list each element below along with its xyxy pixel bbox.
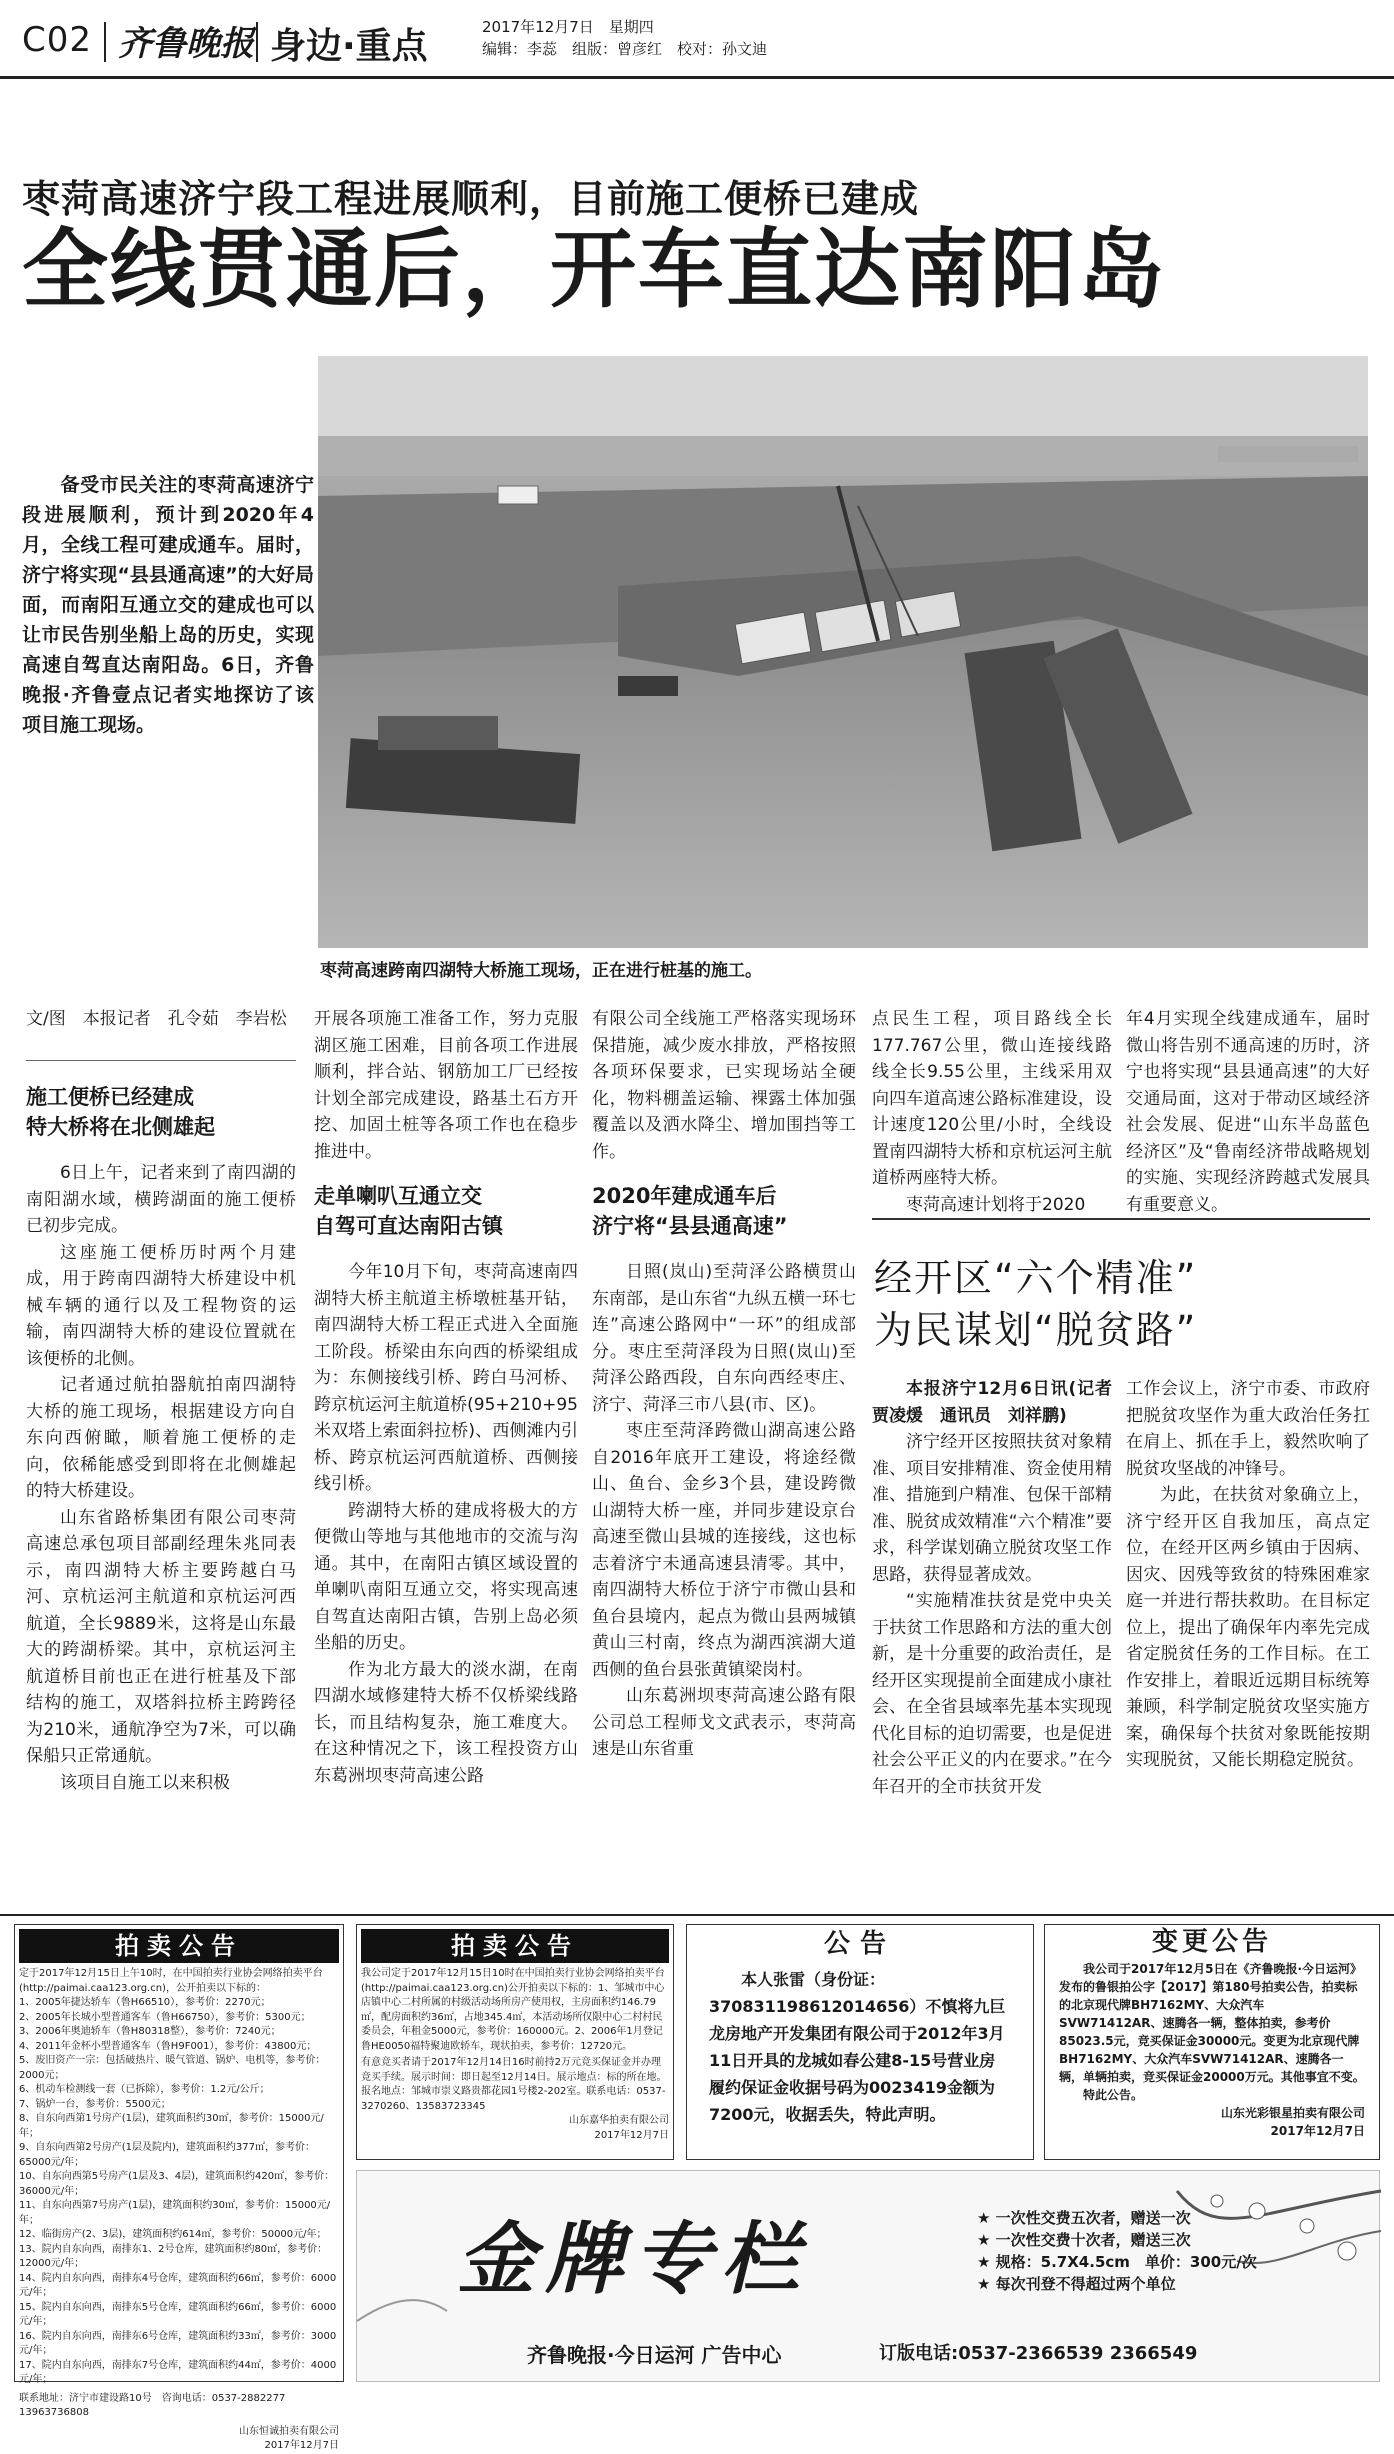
subhead-3: [592, 1181, 856, 1241]
paper-logo: 齐鲁晚报: [118, 24, 254, 64]
lost-receipt-notice: [686, 1924, 1034, 2160]
header-divider: [104, 22, 106, 62]
auction-item: 4、2011年金杯小型普通客车（鲁H9F001），参考价：43800元；: [19, 2040, 317, 2052]
auction-item: 17、院内自东向西，南排东7号仓库，建筑面积约44㎡，参考价：4000元/年；: [19, 2359, 337, 2385]
spacer: [592, 1241, 856, 1259]
second-article-column-1: [872, 1376, 1129, 1800]
auction-notice-2-footer: 有意竞买者请于2017年12月14日16时前持2万元竞买保证金并办理竞买手续。展示时间：即日起至12月14日。展示地点：标的所在地。报名地点：邹城市崇义路贵都花园1号楼2-202室。联系电话：0537-3270260、13583723345: [361, 2057, 667, 2112]
auction-item: 10、自东向西第5号房产(1层及3、4层)，建筑面积约420㎡，参考价：36000元/年；: [19, 2171, 335, 2197]
header-rule: [0, 76, 1394, 79]
auction-item: 16、院内自东向西，南排东6号仓库，建筑面积约33㎡，参考价：3000元/年；: [19, 2330, 337, 2356]
auction-item: 15、院内自东向西，南排东5号仓库，建筑面积约66㎡，参考价：6000元/年；: [19, 2301, 337, 2327]
section-title: 身边·重点: [270, 26, 428, 67]
paragraph: 跨湖特大桥的建成将极大的方便微山等地与其他地市的交流与沟通。其中，在南阳古镇区域设置的单喇叭南阳互通立交，将实现高速自驾直达南阳古镇，告别上岛必须坐船的历史。: [314, 1500, 578, 1653]
change-notice-body: 我公司于2017年12月5日在《齐鲁晚报·今日运河》发布的鲁银拍公字【2017】第180号拍卖公告，拍卖标的北京现代牌BH7162MY、大众汽车SVW71412AR、速腾各一辆，整体拍卖，参考价85023.5元，竞买保证金30000元。变更为北京现代牌BH7162MY、大众汽车SVW71412AR、速腾各一辆，单辆拍卖，竞买保证金20000万元。其他事宜不变。: [1059, 1962, 1365, 2084]
subhead-2-line-2: 自驾可直达南阳古镇: [314, 1214, 503, 1238]
article-column-3: [592, 1006, 856, 1763]
auction-notice-2: [356, 1924, 674, 2160]
paragraph: 有限公司全线施工严格落实现场环保措施，减少废水排放，严格按照各项环保要求，已实现场站全硬化，物料棚盖运输、裸露土体加强覆盖以及洒水降尘、增加围挡等工作。: [592, 1009, 856, 1162]
photo-illustration: [318, 356, 1368, 948]
gold-column-title: 金牌专栏: [457, 2214, 810, 2305]
auction-notice-1-intro: 定于2017年12月15日上午10时，在中国拍卖行业协会网络拍卖平台(http://paimai.caa123.org.cn)，公开拍卖以下标的：: [19, 1968, 323, 1994]
article-column-5: [1126, 1006, 1370, 1218]
paragraph: 6日上午，记者来到了南四湖的南阳湖水域，横跨湖面的施工便桥已初步完成。: [26, 1163, 296, 1236]
second-article-rule: [872, 1218, 1370, 1220]
editor-credits: 编辑：李蕊 组版：曾彦红 校对：孙文迪: [482, 40, 768, 58]
paragraph: 作为北方最大的淡水湖，在南四湖水域修建特大桥不仅桥梁线路长，而且结构复杂，施工难度大。在这种情况之下，该工程投资方山东葛洲坝枣菏高速公路: [314, 1659, 578, 1786]
paragraph: 枣庄至菏泽跨微山湖高速公路自2016年底开工建设，将途经微山、鱼台、金乡3个县，建设跨微山湖特大桥一座，并同步建设京台高速至微山县城的连接线，这也标志着济宁未通高速县清零。其中，南四湖特大桥位于济宁市微山县和鱼台县境内，起点为微山县两城镇黄山三村南，终点为湖西滨湖大道西侧的鱼台县张黄镇梁岗村。: [592, 1421, 856, 1680]
auction-notice-2-title: 拍卖公告: [361, 1929, 669, 1963]
paragraph: 为此，在扶贫对象确立上，济宁经开区自我加压，高点定位，在经开区两乡镇由于因病、因灾、因残等致贫的特殊困难家庭一并进行帮扶救助。在目标定位上，提出了确保年内率先完成省定脱贫任务的工作目标。在工作安排上，着眼近远期目标统筹兼顾，科学制定脱贫攻坚实施方案，确保每个扶贫对象既能按期实现脱贫，又能长期稳定脱贫。: [1126, 1485, 1370, 1770]
paragraph: 年4月实现全线建成通车，届时微山将告别不通高速的历时，济宁也将实现“县县通高速”的大好交通局面，这对于带动区域经济社会发展、促进“山东半岛蓝色经济区”及“鲁南经济带战略规划的实施、实现经济跨越式发展具有重要意义。: [1126, 1009, 1370, 1215]
paragraph: 枣菏高速计划将于2020: [906, 1194, 1086, 1215]
paragraph: 工作会议上，济宁市委、市政府把脱贫攻坚作为重大政治任务扛在肩上、抓在手上，毅然吹响了脱贫攻坚战的冲锋号。: [1126, 1379, 1370, 1479]
paragraph: 开展各项施工准备工作，努力克服湖区施工困难，目前各项工作进展顺利，拌合站、钢筋加工厂已经按计划全部完成建设，路基土石方开挖、加固土桩等各项工作也在稳步推进中。: [314, 1009, 578, 1162]
auction-item: 3、2006年奥迪轿车（鲁H80318整），参考价：7240元；: [19, 2026, 281, 2037]
auction-item: 11、自东向西第7号房产(1层)，建筑面积约30㎡，参考价：15000元/年；: [19, 2200, 331, 2226]
main-headline: 全线贯通后，开车直达南阳岛: [22, 220, 1166, 320]
spacer: [592, 1165, 856, 1181]
auction-notice-2-signoff: 山东嘉华拍卖有限公司 2017年12月7日: [569, 2115, 669, 2141]
paragraph: 这座施工便桥历时两个月建成，用于跨南四湖特大桥建设中机械车辆的通行以及工程物资的运输，南四湖特大桥的建设位置就在该便桥的北侧。: [26, 1242, 296, 1369]
subhead-2: [314, 1181, 578, 1241]
gold-column-phone: 订版电话:0537-2366539 2366549: [879, 2343, 1198, 2364]
gold-column-bullets: [977, 2207, 1257, 2295]
paragraph: “实施精准扶贫是党中央关于扶贫工作思路和方法的重大创新，是十分重要的政治责任，是经开区实现提前全面建成小康社会、在全省县域率先基本实现现代化目标的迫切需要，也是促进社会公平正义的内在要求。”在今年召开的全市扶贫开发: [872, 1591, 1112, 1797]
auction-item: 2、2005年长城小型普通客车（鲁H66750），参考价：5300元；: [19, 2011, 311, 2023]
lead-text: 备受市民关注的枣菏高速济宁段进展顺利，预计到2020年4月，全线工程可建成通车。届时，济宁将实现“县县通高速”的大好局面，而南阳互通立交的建成也可以让市民告别坐船上岛的历史，实现高速自驾直达南阳岛。6日，齐鲁晚报·齐鲁壹点记者实地探访了该项目施工现场。: [22, 474, 314, 736]
paragraph: 记者通过航拍器航拍南四湖特大桥的施工现场，根据建设方向自东向西俯瞰，顺着施工便桥的走向，依稀能感受到即将在北侧雄起的特大桥建设。: [26, 1375, 296, 1501]
auction-notice-1: [14, 1924, 344, 2451]
gold-bullet: ★ 一次性交费十次者，赠送三次: [977, 2231, 1191, 2249]
subhead-1-line-1: 施工便桥已经建成: [26, 1085, 194, 1109]
paragraph: 山东省路桥集团有限公司枣菏高速总承包项目部副经理朱兆同表示，南四湖特大桥主要跨越白马河、京杭运河主航道和京杭运河西航道，全长9889米，这将是山东最大的跨湖桥梁。其中，京杭运河主航道桥目前也正在进行桩基及下部结构的施工，双塔斜拉桥主跨跨径为210米，通航净空为7米，可以确保船只正常通航。: [26, 1507, 296, 1766]
ads-rule: [0, 1914, 1394, 1916]
header-divider: [256, 22, 258, 62]
auction-item: 12、临街房产(2、3层)，建筑面积约614㎡，参考价：50000元/年；: [19, 2229, 327, 2240]
paragraph: 点民生工程，项目路线全长177.767公里，微山连接线路线全长9.55公里，主线采用双向四车道高速公路标准建设，设计速度120公里/小时，全线设置南四湖特大桥和京杭运河主航道桥两座特大桥。: [872, 1009, 1112, 1188]
byline: 文/图 本报记者 孔令茹 李岩松: [26, 1009, 287, 1029]
change-notice-end: 特此公告。: [1083, 2088, 1144, 2102]
spacer: [314, 1241, 578, 1259]
subhead-3-line-2: 济宁将“县县通高速”: [592, 1214, 788, 1238]
paragraph: 山东葛洲坝枣菏高速公路有限公司总工程师戈文武表示，枣菏高速是山东省重: [592, 1686, 856, 1759]
lead-paragraph: [22, 470, 314, 740]
change-notice-signoff: 山东光彩银星拍卖有限公司 2017年12月7日: [1220, 2106, 1365, 2138]
issue-date: 2017年12月7日 星期四: [482, 18, 654, 36]
auction-item: 5、废旧资产一宗：包括破热片、暖气管道、锅炉、电机等，参考价：2000元；: [19, 2055, 326, 2081]
auction-notice-1-items: [19, 1996, 339, 2388]
second-article-title: [874, 1252, 1197, 1356]
photo-caption: 枣菏高速跨南四湖特大桥施工现场，正在进行桩基的施工。: [320, 961, 762, 981]
paragraph: 今年10月下旬，枣菏高速南四湖特大桥主航道主桥墩桩基开钻，南四湖特大桥工程正式进入全面施工阶段。桥梁由东向西的桥梁组成为：东侧接线引桥、跨白马河桥、跨京杭运河主航道桥(95+210+95米双塔上索面斜拉桥)、西侧滩内引桥、跨京杭运河西航道桥、西侧接线引桥。: [314, 1262, 578, 1494]
auction-notice-1-signoff: 山东恒诚拍卖有限公司 2017年12月7日: [239, 2425, 339, 2451]
subhead-3-line-1: 2020年建成通车后: [592, 1184, 777, 1208]
auction-notice-2-body: 我公司定于2017年12月15日10时在中国拍卖行业协会网络拍卖平台(http://paimai.caa123.org.cn)公开拍卖以下标的：1、邹城市中心店镇中心二村所属的村级活动场所房产使用权，主房面积约146.79㎡，配房面积约36㎡，占地345.4㎡，本活动场所仅限中心二村村民委员会，年租金5000元，参考价：160000元。2、2006年1月登记鲁HE0050福特聚迪欧轿车，现状拍卖，参考价：12720元。: [361, 1968, 665, 2052]
auction-notice-1-title: 拍卖公告: [19, 1929, 339, 1963]
spacer: [26, 1142, 296, 1160]
subhead-2-line-1: 走单喇叭互通立交: [314, 1184, 482, 1208]
gold-bullet: ★ 每次刊登不得超过两个单位: [977, 2275, 1176, 2293]
auction-item: 8、自东向西第1号房产(1层)，建筑面积约30㎡，参考价：15000元/年；: [19, 2113, 324, 2139]
lost-receipt-notice-title: 公告: [823, 1929, 896, 1959]
auction-item: 7、锅炉一台，参考价：5500元；: [19, 2098, 171, 2110]
second-article-title-line-1: 经开区“六个精准”: [874, 1256, 1198, 1300]
lost-receipt-notice-body: 本人张雷（身份证：370831198612014656）不慎将九巨龙房地产开发集团有限公司于2012年3月11日开具的龙城如春公建8-15号营业房履约保证金收据号码为0023419金额为7200元，收据丢失，特此声明。: [709, 1970, 1006, 2124]
article-column-1: [26, 1082, 296, 1796]
article-column-4: [872, 1006, 1112, 1218]
article-column-2: [314, 1006, 578, 1789]
subhead-1-line-2: 特大桥将在北侧雄起: [26, 1115, 215, 1139]
paragraph: 该项目自施工以来积极: [60, 1772, 230, 1793]
gold-column-footer: 齐鲁晚报·今日运河 广告中心: [527, 2343, 782, 2367]
second-article-title-line-2: 为民谋划“脱贫路”: [874, 1308, 1198, 1352]
paragraph: 济宁经开区按照扶贫对象精准、项目安排精准、资金使用精准、措施到户精准、包保干部精准、脱贫成效精准“六个精准”要求，科学谋划确立脱贫攻坚工作思路，获得显著成效。: [872, 1432, 1112, 1585]
gold-column-ad: [356, 2170, 1380, 2382]
dateline: 本报济宁12月6日讯(记者 贾凌煖 通讯员 刘祥鹏): [872, 1379, 1129, 1426]
subhead-1: [26, 1082, 296, 1142]
sub-headline: 枣菏高速济宁段工程进展顺利，目前施工便桥已建成: [22, 177, 920, 221]
auction-item: 6、机动车检测线一套（已拆除），参考价：1.2元/公斤；: [19, 2084, 270, 2095]
change-notice-title: 变更公告: [1151, 1927, 1272, 1957]
auction-item: 1、2005年捷达轿车（鲁H66510），参考价：2270元；: [19, 1997, 271, 2008]
spacer: [314, 1165, 578, 1181]
gold-bullet: ★ 一次性交费五次者，赠送一次: [977, 2209, 1191, 2227]
auction-item: 13、院内自东向西，南排东1、2号仓库，建筑面积约80㎡，参考价：12000元/年；: [19, 2243, 328, 2269]
paragraph: 日照(岚山)至菏泽公路横贯山东南部，是山东省“九纵五横一环七连”高速公路网中“一环”的组成部分。枣庄至菏泽段为日照(岚山)至菏泽公路西段，自东向西经枣庄、济宁、菏泽三市八县(市、区)。: [592, 1262, 856, 1415]
byline-rule: [26, 1060, 296, 1061]
auction-notice-1-footer: 联系地址：济宁市建设路10号 咨询电话：0537-2882277 13963736808: [19, 2392, 296, 2418]
page-number: C02: [22, 20, 93, 60]
header-meta: [482, 16, 982, 60]
change-notice: [1044, 1924, 1380, 2160]
gold-bullet: ★ 规格：5.7X4.5cm 单价：300元/次: [977, 2253, 1257, 2271]
construction-photo: [318, 356, 1368, 948]
auction-item: 9、自东向西第2号房产(1层及院内)，建筑面积约377㎡，参考价：65000元/年；: [19, 2142, 315, 2168]
auction-item: 14、院内自东向西，南排东4号仓库，建筑面积约66㎡，参考价：6000元/年；: [19, 2272, 337, 2298]
second-article-column-2: [1126, 1376, 1370, 1774]
